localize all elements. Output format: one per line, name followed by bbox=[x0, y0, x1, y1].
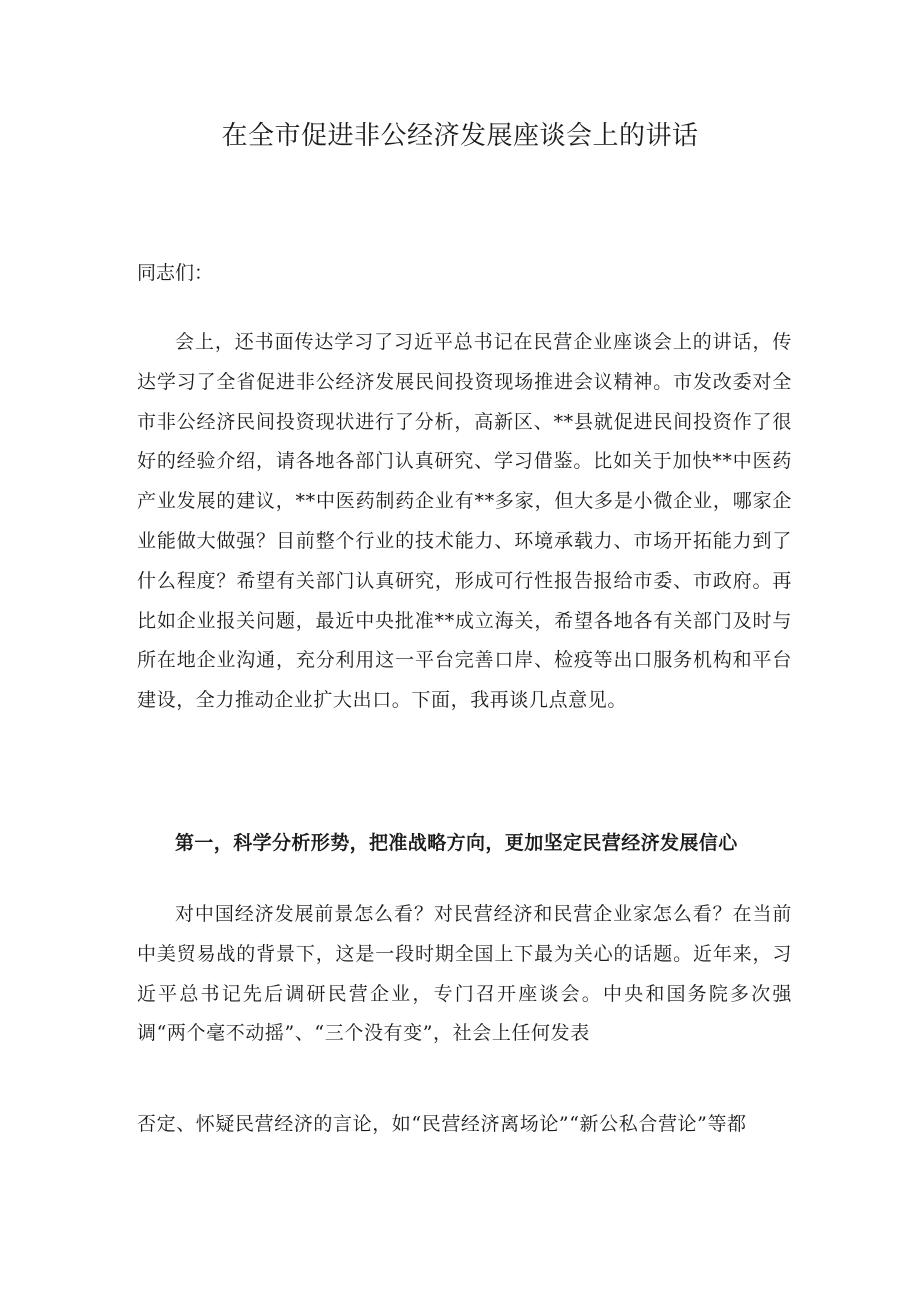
body-paragraph-3: 否定、怀疑民营经济的言论，如“民营经济离场论”“新公私合营论”等都 bbox=[137, 1113, 747, 1135]
body-paragraph-2: 对中国经济发展前景怎么看？对民营经济和民营企业家怎么看？在当前中美贸易战的背景下，这是一段时期全国上下最为关心的话题。近年来，习近平总书记先后调研民营企业，专门召开座谈会。中央和国务院多次强调“两个毫不动摇”、“三个没有变”，社会上任何发表 bbox=[137, 903, 792, 1045]
document-title: 在全市促进非公经济发展座谈会上的讲话 bbox=[221, 121, 699, 151]
body-paragraph-1: 会上，还书面传达学习了习近平总书记在民营企业座谈会上的讲话，传达学习了全省促进非公经济发展民间投资现场推进会议精神。市发改委对全市非公经济民间投资现状进行了分析，高新区、**县就促进民间投资作了很好的经验介绍，请各地各部门认真研究、学习借鉴。比如关于加快**中医药产业发展的建议，**中医药制药企业有**多家，但大多是小微企业，哪家企业能做大做强？目前整个行业的技术能力、环境承载力、市场开拓能力到了什么程度？希望有关部门认真研究，形成可行性报告报给市委、市政府。再比如企业报关问题，最近中央批准**成立海关，希望各地各有关部门及时与所在地企业沟通，充分利用这一平台完善口岸、检疫等出口服务机构和平台建设，全力推动企业扩大出口。下面，我再谈几点意见。 bbox=[137, 331, 792, 712]
section-heading-1: 第一，科学分析形势，把准战略方向，更加坚定民营经济发展信心 bbox=[175, 832, 738, 854]
salutation: 同志们： bbox=[137, 262, 214, 284]
